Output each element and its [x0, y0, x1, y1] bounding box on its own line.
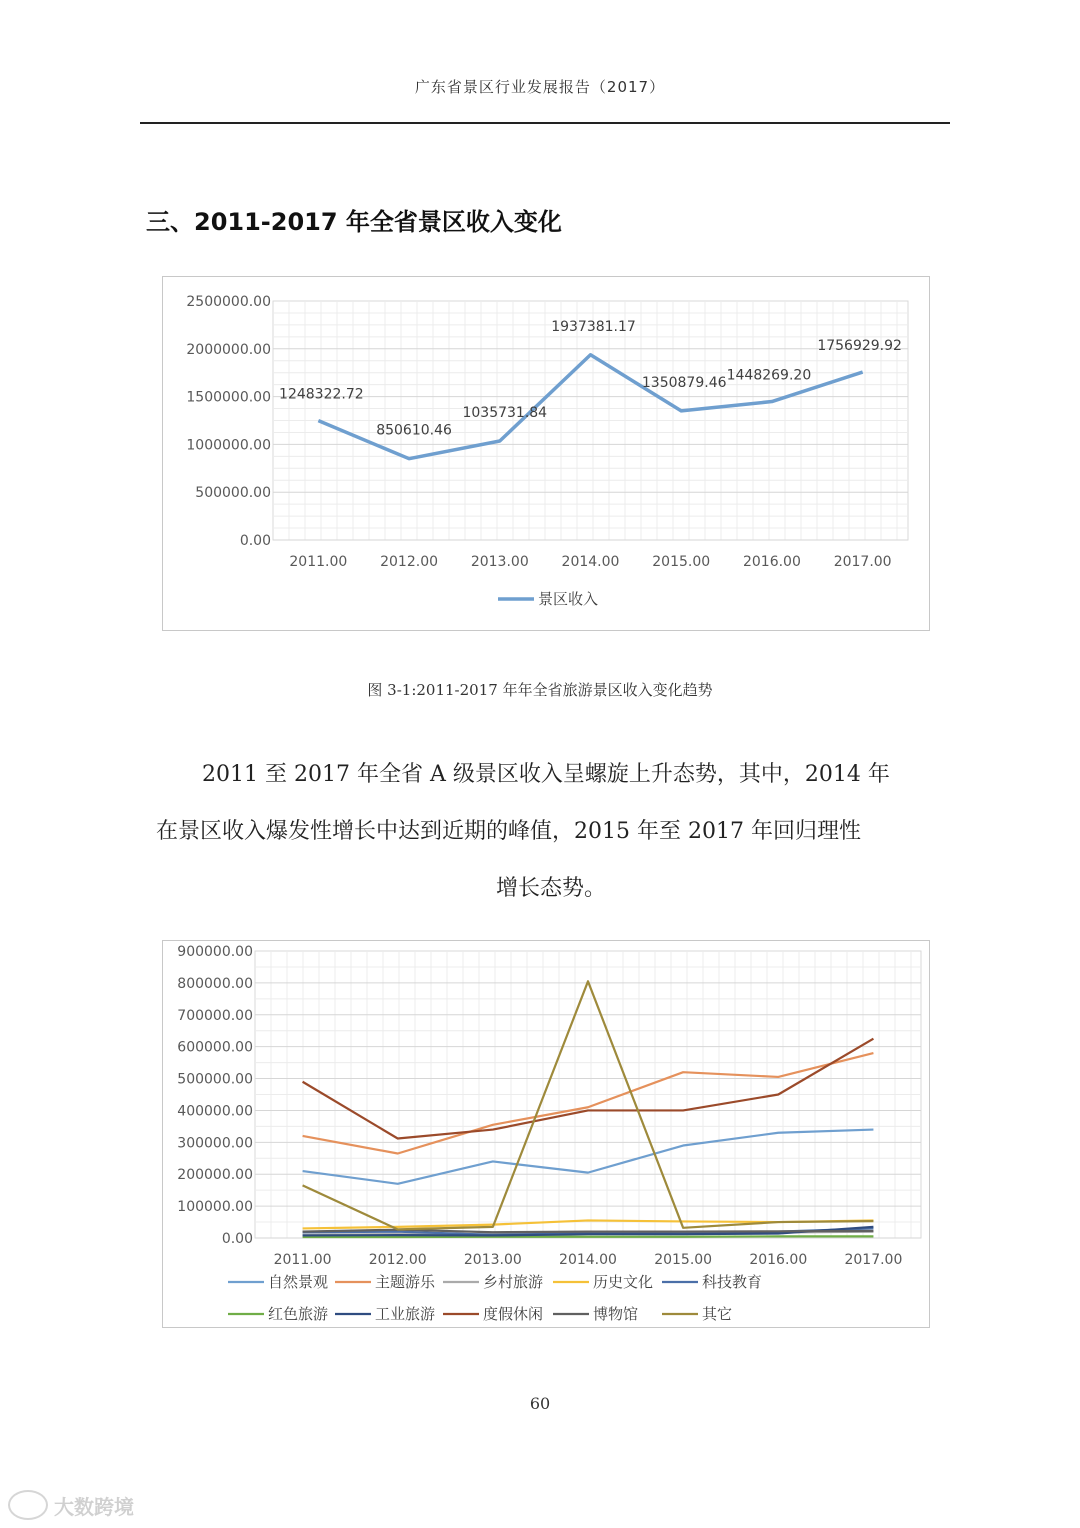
data-label: 1756929.92: [817, 338, 902, 355]
y-tick-label: 0.00: [239, 533, 271, 549]
x-tick-label: 2016.00: [742, 554, 801, 570]
y-tick-label: 600000.00: [177, 1039, 253, 1056]
x-tick-label: 2016.00: [749, 1252, 808, 1268]
x-tick-label: 2014.00: [559, 1252, 617, 1268]
data-label: 1937381.17: [551, 318, 636, 335]
data-label: 1035731.84: [462, 404, 548, 421]
paragraph-line-2: 在景区收入爆发性增长中达到近期的峰值，2015 年至 2017 年回归理性: [156, 819, 861, 844]
paragraph-line-1: 2011 至 2017 年全省 A 级景区收入呈螺旋上升态势，其中，2014 年: [202, 762, 890, 787]
y-tick-label: 1000000.00: [186, 437, 271, 454]
income-chart-canvas: [163, 277, 929, 630]
data-label: 850610.46: [376, 422, 452, 439]
x-tick-label: 2011.00: [289, 554, 348, 570]
body-paragraph: [156, 746, 946, 917]
y-tick-label: 400000.00: [177, 1103, 253, 1120]
y-tick-label: 0.00: [221, 1231, 253, 1247]
income-line-chart: [162, 276, 930, 631]
data-label: 1350879.46: [641, 374, 727, 391]
page-header-title: 广东省景区行业发展报告（2017）: [414, 78, 666, 96]
watermark-text: 大数跨境: [54, 1494, 134, 1519]
y-tick-label: 2500000.00: [186, 294, 271, 310]
x-tick-label: 2014.00: [561, 554, 620, 570]
x-tick-label: 2012.00: [368, 1252, 427, 1268]
page-number: 60: [529, 1394, 551, 1413]
x-tick-label: 2017.00: [844, 1252, 903, 1268]
x-tick-label: 2015.00: [652, 554, 711, 570]
x-tick-label: 2011.00: [273, 1252, 332, 1268]
data-label: 1448269.20: [726, 367, 812, 384]
paragraph-line-3: 增长态势。: [495, 876, 606, 901]
x-tick-label: 2013.00: [470, 554, 529, 570]
legend-label: 历史文化: [593, 1273, 654, 1291]
y-tick-label: 500000.00: [195, 485, 271, 502]
legend-label: 科技教育: [702, 1273, 763, 1291]
legend-label: 红色旅游: [268, 1305, 329, 1323]
figure-caption: 图 3-1:2011-2017 年年全省旅游景区收入变化趋势: [367, 681, 713, 699]
y-tick-label: 700000.00: [177, 1007, 253, 1024]
series-line: [303, 1236, 874, 1237]
category-income-line-chart: [162, 940, 930, 1328]
header-divider: [140, 122, 950, 124]
y-tick-label: 1500000.00: [186, 389, 271, 406]
y-tick-label: 300000.00: [177, 1135, 253, 1152]
y-tick-label: 500000.00: [177, 1071, 253, 1088]
legend-label: 度假休闲: [483, 1305, 544, 1323]
y-tick-label: 800000.00: [177, 975, 253, 992]
y-tick-label: 100000.00: [177, 1199, 253, 1216]
watermark: [8, 1490, 134, 1520]
legend-label: 乡村旅游: [483, 1273, 544, 1291]
legend-label: 自然景观: [268, 1273, 329, 1291]
x-tick-label: 2012.00: [380, 554, 439, 570]
data-label: 1248322.72: [279, 386, 364, 403]
legend-label: 主题游乐: [375, 1273, 436, 1291]
section-title: 三、2011-2017 年全省景区收入变化: [146, 208, 562, 236]
x-tick-label: 2013.00: [463, 1252, 522, 1268]
y-tick-label: 900000.00: [177, 944, 253, 960]
y-tick-label: 200000.00: [177, 1167, 253, 1184]
x-tick-label: 2017.00: [833, 554, 892, 570]
legend-label: 景区收入: [538, 590, 599, 608]
x-tick-label: 2015.00: [654, 1252, 713, 1268]
legend-label: 其它: [702, 1305, 733, 1323]
watermark-logo-icon: [8, 1490, 48, 1520]
category-chart-canvas: [163, 941, 929, 1327]
legend-label: 工业旅游: [375, 1305, 436, 1323]
legend-label: 博物馆: [593, 1305, 639, 1323]
y-tick-label: 2000000.00: [186, 341, 271, 358]
